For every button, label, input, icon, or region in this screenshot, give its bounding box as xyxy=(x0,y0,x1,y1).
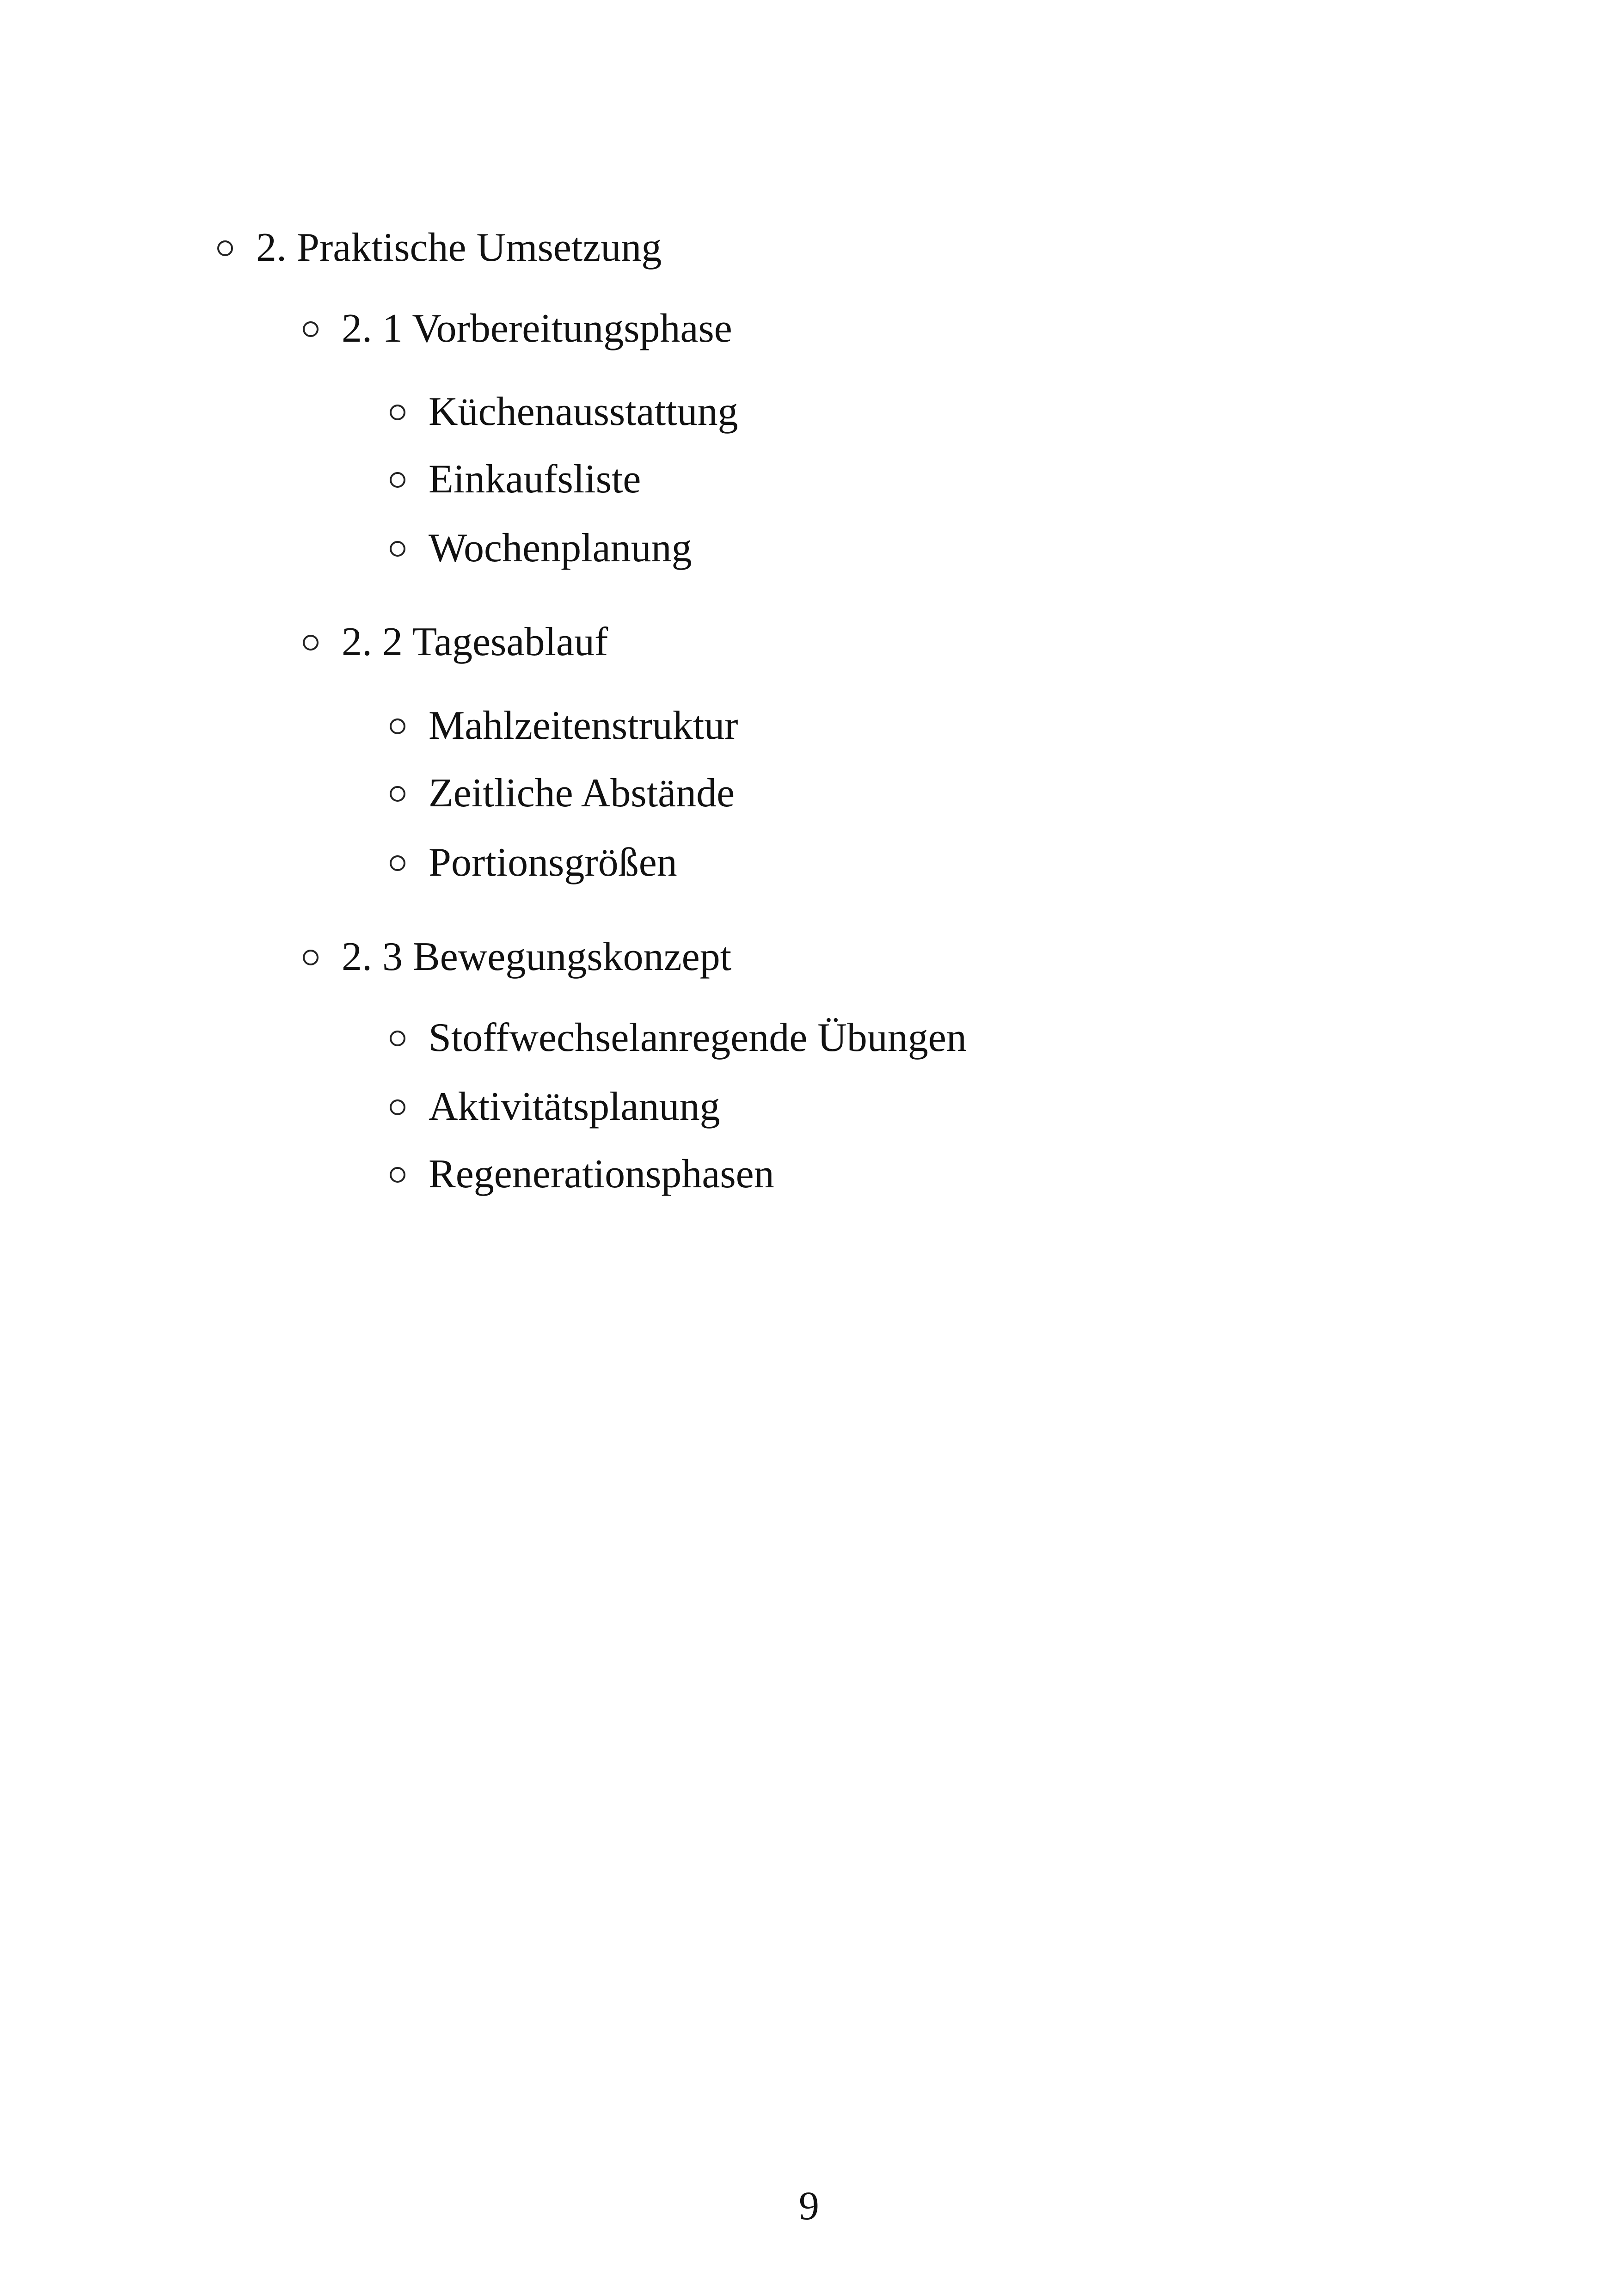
page-number: 9 xyxy=(799,2184,819,2228)
section-title: 2. Praktische Umsetzung xyxy=(256,225,662,270)
outline-item xyxy=(390,528,692,569)
circle-bullet-icon xyxy=(217,240,233,256)
item-label: Aktivitätsplanung xyxy=(429,1084,720,1129)
outline-item xyxy=(390,1084,720,1129)
outline-item xyxy=(390,1015,967,1060)
outline-item xyxy=(390,703,738,748)
outline-item xyxy=(390,842,677,883)
circle-bullet-icon xyxy=(390,855,405,871)
item-label: Einkaufsliste xyxy=(429,457,641,502)
circle-bullet-icon xyxy=(390,1167,405,1183)
circle-bullet-icon xyxy=(390,1031,405,1046)
circle-bullet-icon xyxy=(390,541,405,557)
item-label: Wochenplanung xyxy=(429,526,692,571)
subsection-title: 2. 1 Vorbereitungsphase xyxy=(342,306,732,351)
outline-subsection xyxy=(303,622,608,663)
circle-bullet-icon xyxy=(390,472,405,488)
outline-subsection xyxy=(303,934,732,979)
circle-bullet-icon xyxy=(390,718,405,734)
item-label: Mahlzeitenstruktur xyxy=(429,703,738,748)
item-label: Portionsgrößen xyxy=(429,840,677,885)
outline-item xyxy=(390,1154,774,1195)
circle-bullet-icon xyxy=(303,635,319,651)
subsection-title: 2. 2 Tagesablauf xyxy=(342,620,608,664)
item-label: Küchenausstattung xyxy=(429,389,738,434)
circle-bullet-icon xyxy=(390,1099,405,1115)
outline-item xyxy=(390,459,641,500)
item-label: Stoffwechselanregende Übungen xyxy=(429,1015,967,1060)
item-label: Regenerationsphasen xyxy=(429,1152,774,1197)
outline-item xyxy=(390,389,738,434)
circle-bullet-icon xyxy=(303,321,319,337)
circle-bullet-icon xyxy=(390,786,405,802)
item-label: Zeitliche Abstände xyxy=(429,771,735,816)
circle-bullet-icon xyxy=(303,950,319,965)
circle-bullet-icon xyxy=(390,405,405,420)
outline-subsection xyxy=(303,308,732,349)
subsection-title: 2. 3 Bewegungskonzept xyxy=(342,934,732,979)
outline-section xyxy=(217,227,662,268)
outline-item xyxy=(390,773,735,814)
